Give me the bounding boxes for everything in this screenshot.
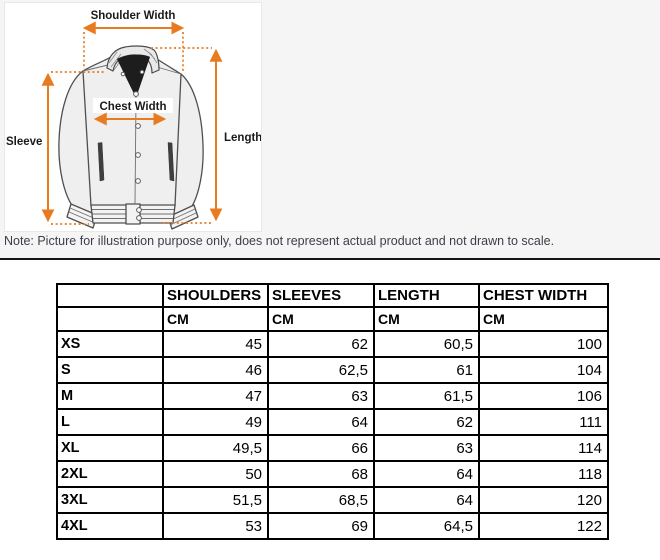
value-cell: 46 <box>163 357 268 383</box>
value-cell: 64,5 <box>374 513 479 539</box>
value-cell: 104 <box>479 357 608 383</box>
table-row <box>57 487 608 513</box>
value-cell: 106 <box>479 383 608 409</box>
value-cell: 45 <box>163 331 268 357</box>
value-cell: 47 <box>163 383 268 409</box>
value-cell: 120 <box>479 487 608 513</box>
shoulder-width-label: Shoulder Width <box>90 10 176 22</box>
size-cell: 2XL <box>57 461 163 487</box>
value-cell: 64 <box>374 461 479 487</box>
table-row <box>57 409 608 435</box>
corner-cell <box>57 284 163 307</box>
size-cell: XL <box>57 435 163 461</box>
jacket-diagram-svg <box>5 3 261 231</box>
value-cell: 62 <box>268 331 374 357</box>
measurement-guide-section <box>0 0 660 260</box>
value-cell: 49,5 <box>163 435 268 461</box>
size-cell: XS <box>57 331 163 357</box>
size-cell: L <box>57 409 163 435</box>
value-cell: 64 <box>374 487 479 513</box>
size-cell: S <box>57 357 163 383</box>
value-cell: 60,5 <box>374 331 479 357</box>
value-cell: 122 <box>479 513 608 539</box>
table-row <box>57 383 608 409</box>
value-cell: 63 <box>268 383 374 409</box>
value-cell: 61,5 <box>374 383 479 409</box>
value-cell: 100 <box>479 331 608 357</box>
value-cell: 111 <box>479 409 608 435</box>
disclaimer-note: Note: Picture for illustration purpose only, does not represent actual product and not drawn to scale. <box>4 234 555 248</box>
value-cell: 50 <box>163 461 268 487</box>
value-cell: 51,5 <box>163 487 268 513</box>
value-cell: 62,5 <box>268 357 374 383</box>
size-cell: 3XL <box>57 487 163 513</box>
chest-width-label: Chest Width <box>99 101 167 113</box>
table-row <box>57 435 608 461</box>
table-row <box>57 357 608 383</box>
header-cell: SHOULDERS <box>163 284 268 307</box>
table-row <box>57 461 608 487</box>
value-cell: 114 <box>479 435 608 461</box>
value-cell: 63 <box>374 435 479 461</box>
value-cell: 62 <box>374 409 479 435</box>
size-chart-table <box>56 283 609 540</box>
header-cell: SLEEVES <box>268 284 374 307</box>
unit-cell: CM <box>374 307 479 331</box>
header-cell: LENGTH <box>374 284 479 307</box>
table-row <box>57 513 608 539</box>
value-cell: 68,5 <box>268 487 374 513</box>
value-cell: 118 <box>479 461 608 487</box>
value-cell: 53 <box>163 513 268 539</box>
value-cell: 61 <box>374 357 479 383</box>
unit-cell: CM <box>163 307 268 331</box>
value-cell: 68 <box>268 461 374 487</box>
value-cell: 69 <box>268 513 374 539</box>
corner-cell <box>57 307 163 331</box>
length-label: Length <box>224 132 261 144</box>
unit-cell: CM <box>268 307 374 331</box>
sleeve-label: Sleeve <box>6 136 43 148</box>
size-chart-body <box>57 331 608 539</box>
value-cell: 49 <box>163 409 268 435</box>
jacket-measurement-diagram <box>4 2 262 232</box>
header-cell: CHEST WIDTH <box>479 284 608 307</box>
size-cell: M <box>57 383 163 409</box>
size-cell: 4XL <box>57 513 163 539</box>
unit-cell: CM <box>479 307 608 331</box>
table-row <box>57 331 608 357</box>
value-cell: 64 <box>268 409 374 435</box>
value-cell: 66 <box>268 435 374 461</box>
jacket-illustration <box>59 46 203 229</box>
size-chart-header <box>57 284 608 331</box>
